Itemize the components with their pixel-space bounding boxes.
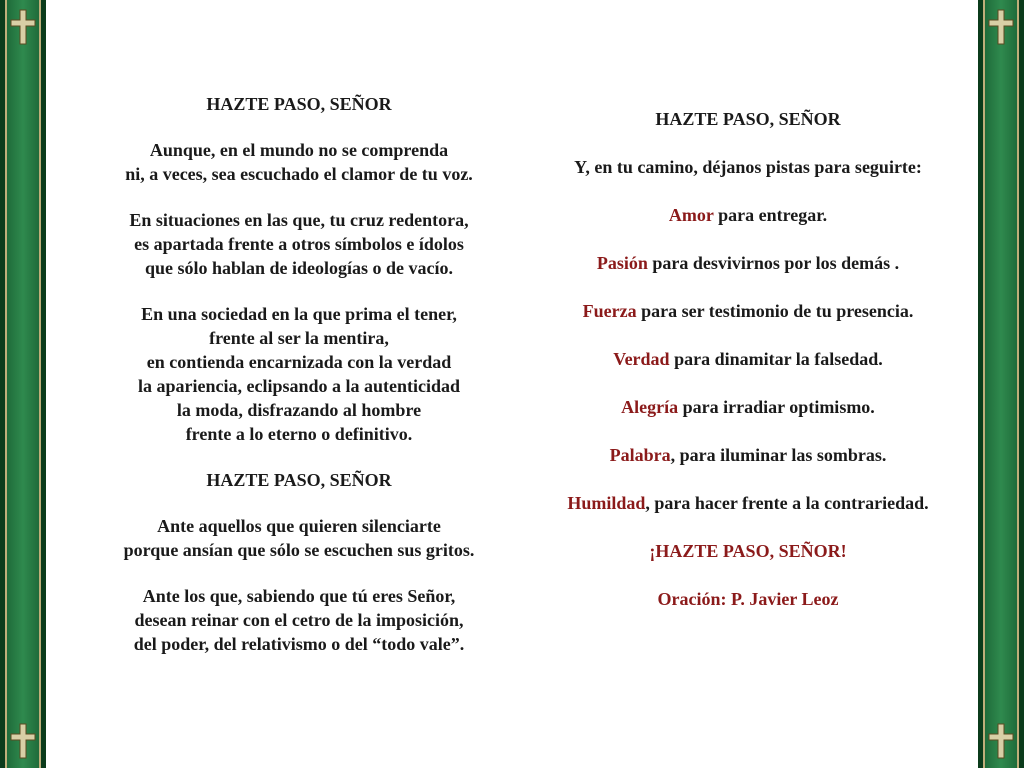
- verse-line: frente al ser la mentira,: [209, 328, 389, 348]
- verse-line: porque ansían que sólo se escuchen sus gritos.: [123, 540, 475, 560]
- verse-line: En una sociedad en la que prima el tener,: [141, 304, 457, 324]
- virtue-line: [520, 251, 976, 275]
- virtue-keyword: Fuerza: [582, 301, 637, 321]
- verse-line: Ante aquellos que quieren silenciarte: [157, 516, 441, 536]
- virtue-line: [520, 299, 976, 323]
- verse-line: que sólo hablan de ideologías o de vacío.: [144, 258, 454, 278]
- right-poem-column: [520, 107, 976, 611]
- verse-intro: Y, en tu camino, déjanos pistas para seguirte:: [574, 157, 922, 177]
- verse-line: En situaciones en las que, tu cruz redentora,: [129, 210, 469, 230]
- author-credit: Oración: P. Javier Leoz: [657, 589, 839, 609]
- virtue-keyword: Palabra: [609, 445, 671, 465]
- virtue-keyword: Pasión: [596, 253, 648, 273]
- virtue-line: [520, 491, 976, 515]
- virtue-keyword: Alegría: [621, 397, 679, 417]
- virtue-text: , para hacer frente a la contrariedad.: [645, 493, 929, 513]
- verse-line: Aunque, en el mundo no se comprenda: [149, 140, 449, 160]
- cross-icon: [4, 720, 42, 762]
- virtue-line: [520, 347, 976, 371]
- virtue-text: para dinamitar la falsedad.: [669, 349, 883, 369]
- verse-line: desean reinar con el cetro de la imposición,: [134, 610, 464, 630]
- virtue-line: [520, 395, 976, 419]
- left-border: [0, 0, 46, 768]
- verse-line: Ante los que, sabiendo que tú eres Señor,: [142, 586, 456, 606]
- verse-line: la moda, disfrazando al hombre: [176, 400, 422, 420]
- verse-line: ni, a veces, sea escuchado el clamor de tu voz.: [125, 164, 473, 184]
- poem-heading: HAZTE PASO, SEÑOR: [655, 109, 841, 129]
- virtue-text: para ser testimonio de tu presencia.: [636, 301, 914, 321]
- right-border: [978, 0, 1024, 768]
- virtue-text: para irradiar optimismo.: [678, 397, 875, 417]
- virtue-keyword: Amor: [668, 205, 714, 225]
- virtue-line: [520, 203, 976, 227]
- cross-icon: [982, 720, 1020, 762]
- poem-heading: HAZTE PASO, SEÑOR: [206, 94, 392, 114]
- virtue-text: , para iluminar las sombras.: [670, 445, 887, 465]
- verse-line: frente a lo eterno o definitivo.: [185, 424, 413, 444]
- cross-icon: [4, 6, 42, 48]
- verse-line: es apartada frente a otros símbolos e ídolos: [134, 234, 464, 254]
- verse-line: en contienda encarnizada con la verdad: [146, 352, 452, 372]
- cross-icon: [982, 6, 1020, 48]
- virtue-keyword: Verdad: [613, 349, 670, 369]
- verse-line: la apariencia, eclipsando a la autenticidad: [137, 376, 461, 396]
- virtue-line: [520, 443, 976, 467]
- left-poem-column: [56, 92, 542, 656]
- virtue-text: para entregar.: [713, 205, 828, 225]
- closing-line: ¡HAZTE PASO, SEÑOR!: [649, 541, 847, 561]
- verse-line: del poder, del relativismo o del “todo vale”.: [133, 634, 465, 654]
- virtue-keyword: Humildad: [567, 493, 646, 513]
- virtue-text: para desvivirnos por los demás .: [647, 253, 900, 273]
- poem-heading: HAZTE PASO, SEÑOR: [206, 470, 392, 490]
